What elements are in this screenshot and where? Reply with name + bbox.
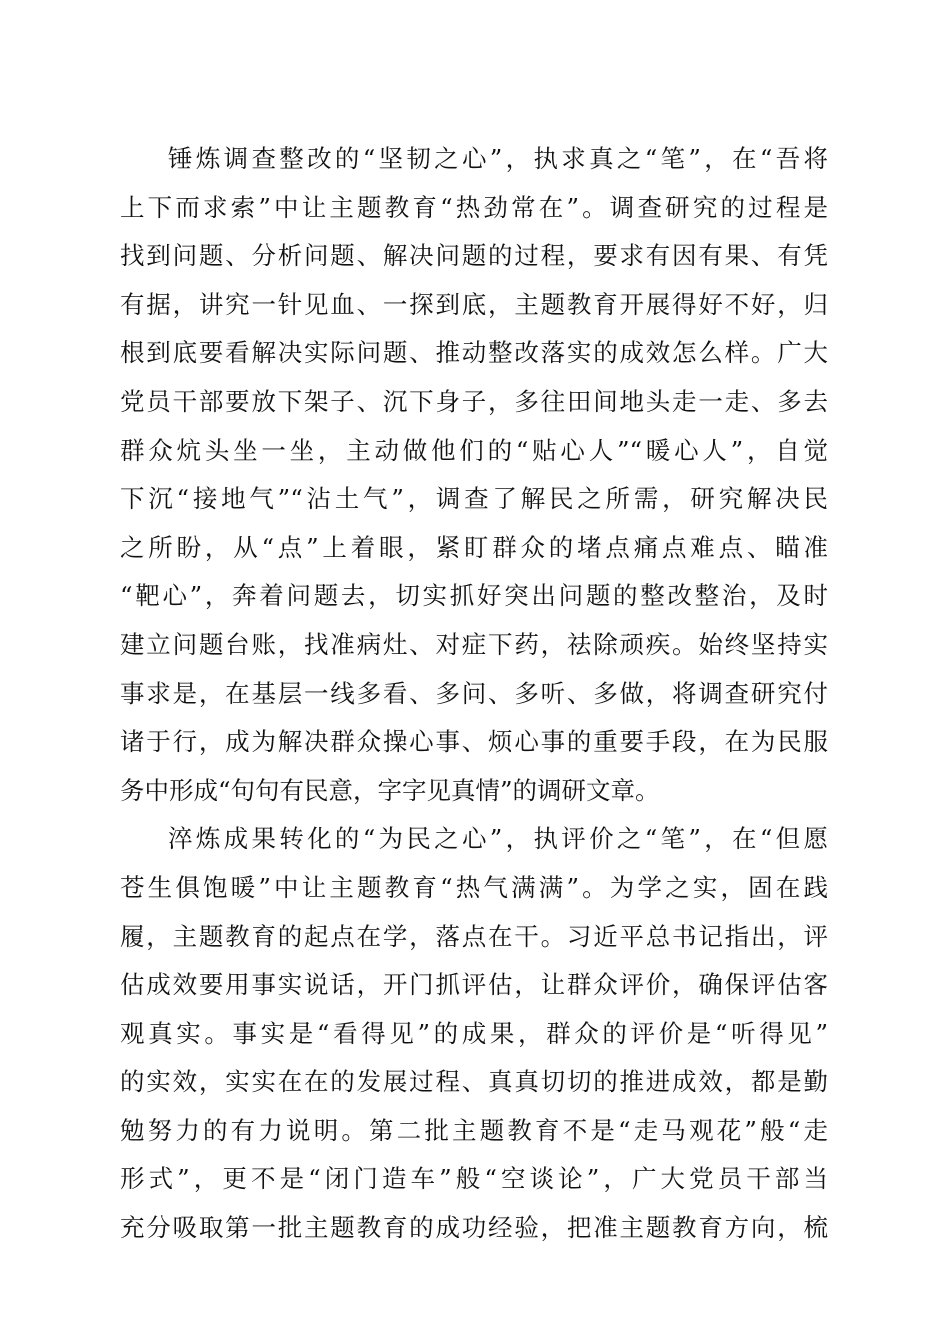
body-text <box>120 135 828 1253</box>
text-line: 务中形成“句句有民意，字字见真情”的调研文章。 <box>120 775 660 805</box>
paragraph-1 <box>120 135 828 815</box>
text-line: 建立问题台账，找准病灶、对症下药，祛除顽疾。始终坚持实 <box>120 629 828 659</box>
text-line: 有据，讲究一针见血、一探到底，主题教育开展得好不好，归 <box>120 289 828 319</box>
text-line: 形式”，更不是“闭门造车”般“空谈论”，广大党员干部当 <box>120 1164 828 1194</box>
text-line: 履，主题教育的起点在学，落点在干。习近平总书记指出，评 <box>120 921 828 951</box>
text-line: 诸于行，成为解决群众操心事、烦心事的重要手段，在为民服 <box>120 727 828 757</box>
text-line: 锤炼调查整改的“坚韧之心”，执求真之“笔”，在“吾将 <box>168 144 828 173</box>
text-line: 苍生俱饱暖”中让主题教育“热气满满”。为学之实，固在践 <box>120 872 828 902</box>
text-line: 事求是，在基层一线多看、多问、多听、多做，将调查研究付 <box>120 678 828 708</box>
text-line: 党员干部要放下架子、沉下身子，多往田间地头走一走、多去 <box>120 386 828 416</box>
text-line: 找到问题、分析问题、解决问题的过程，要求有因有果、有凭 <box>120 241 828 271</box>
text-line: 下沉“接地气”“沾土气”，调查了解民之所需，研究解决民 <box>120 484 828 514</box>
text-line: 之所盼，从“点”上着眼，紧盯群众的堵点痛点难点、瞄准 <box>120 532 828 562</box>
text-line: 根到底要看解决实际问题、推动整改落实的成效怎么样。广大 <box>120 338 828 368</box>
text-line: 的实效，实实在在的发展过程、真真切切的推进成效，都是勤 <box>120 1067 828 1097</box>
text-line: 群众炕头坐一坐，主动做他们的“贴心人”“暖心人”，自觉 <box>120 435 828 465</box>
text-line: 估成效要用事实说话，开门抓评估，让群众评价，确保评估客 <box>120 970 828 1000</box>
text-line: 上下而求索”中让主题教育“热劲常在”。调查研究的过程是 <box>120 192 828 222</box>
text-line: 观真实。事实是“看得见”的成果，群众的评价是“听得见” <box>120 1018 828 1048</box>
paragraph-2 <box>120 815 828 1252</box>
text-line: 淬炼成果转化的“为民之心”，执评价之“笔”，在“但愿 <box>168 824 828 854</box>
text-line: “靶心”，奔着问题去，切实抓好突出问题的整改整治，及时 <box>120 581 828 611</box>
text-line: 勉努力的有力说明。第二批主题教育不是“走马观花”般“走 <box>120 1115 828 1145</box>
text-line: 充分吸取第一批主题教育的成功经验，把准主题教育方向，梳 <box>120 1213 828 1243</box>
